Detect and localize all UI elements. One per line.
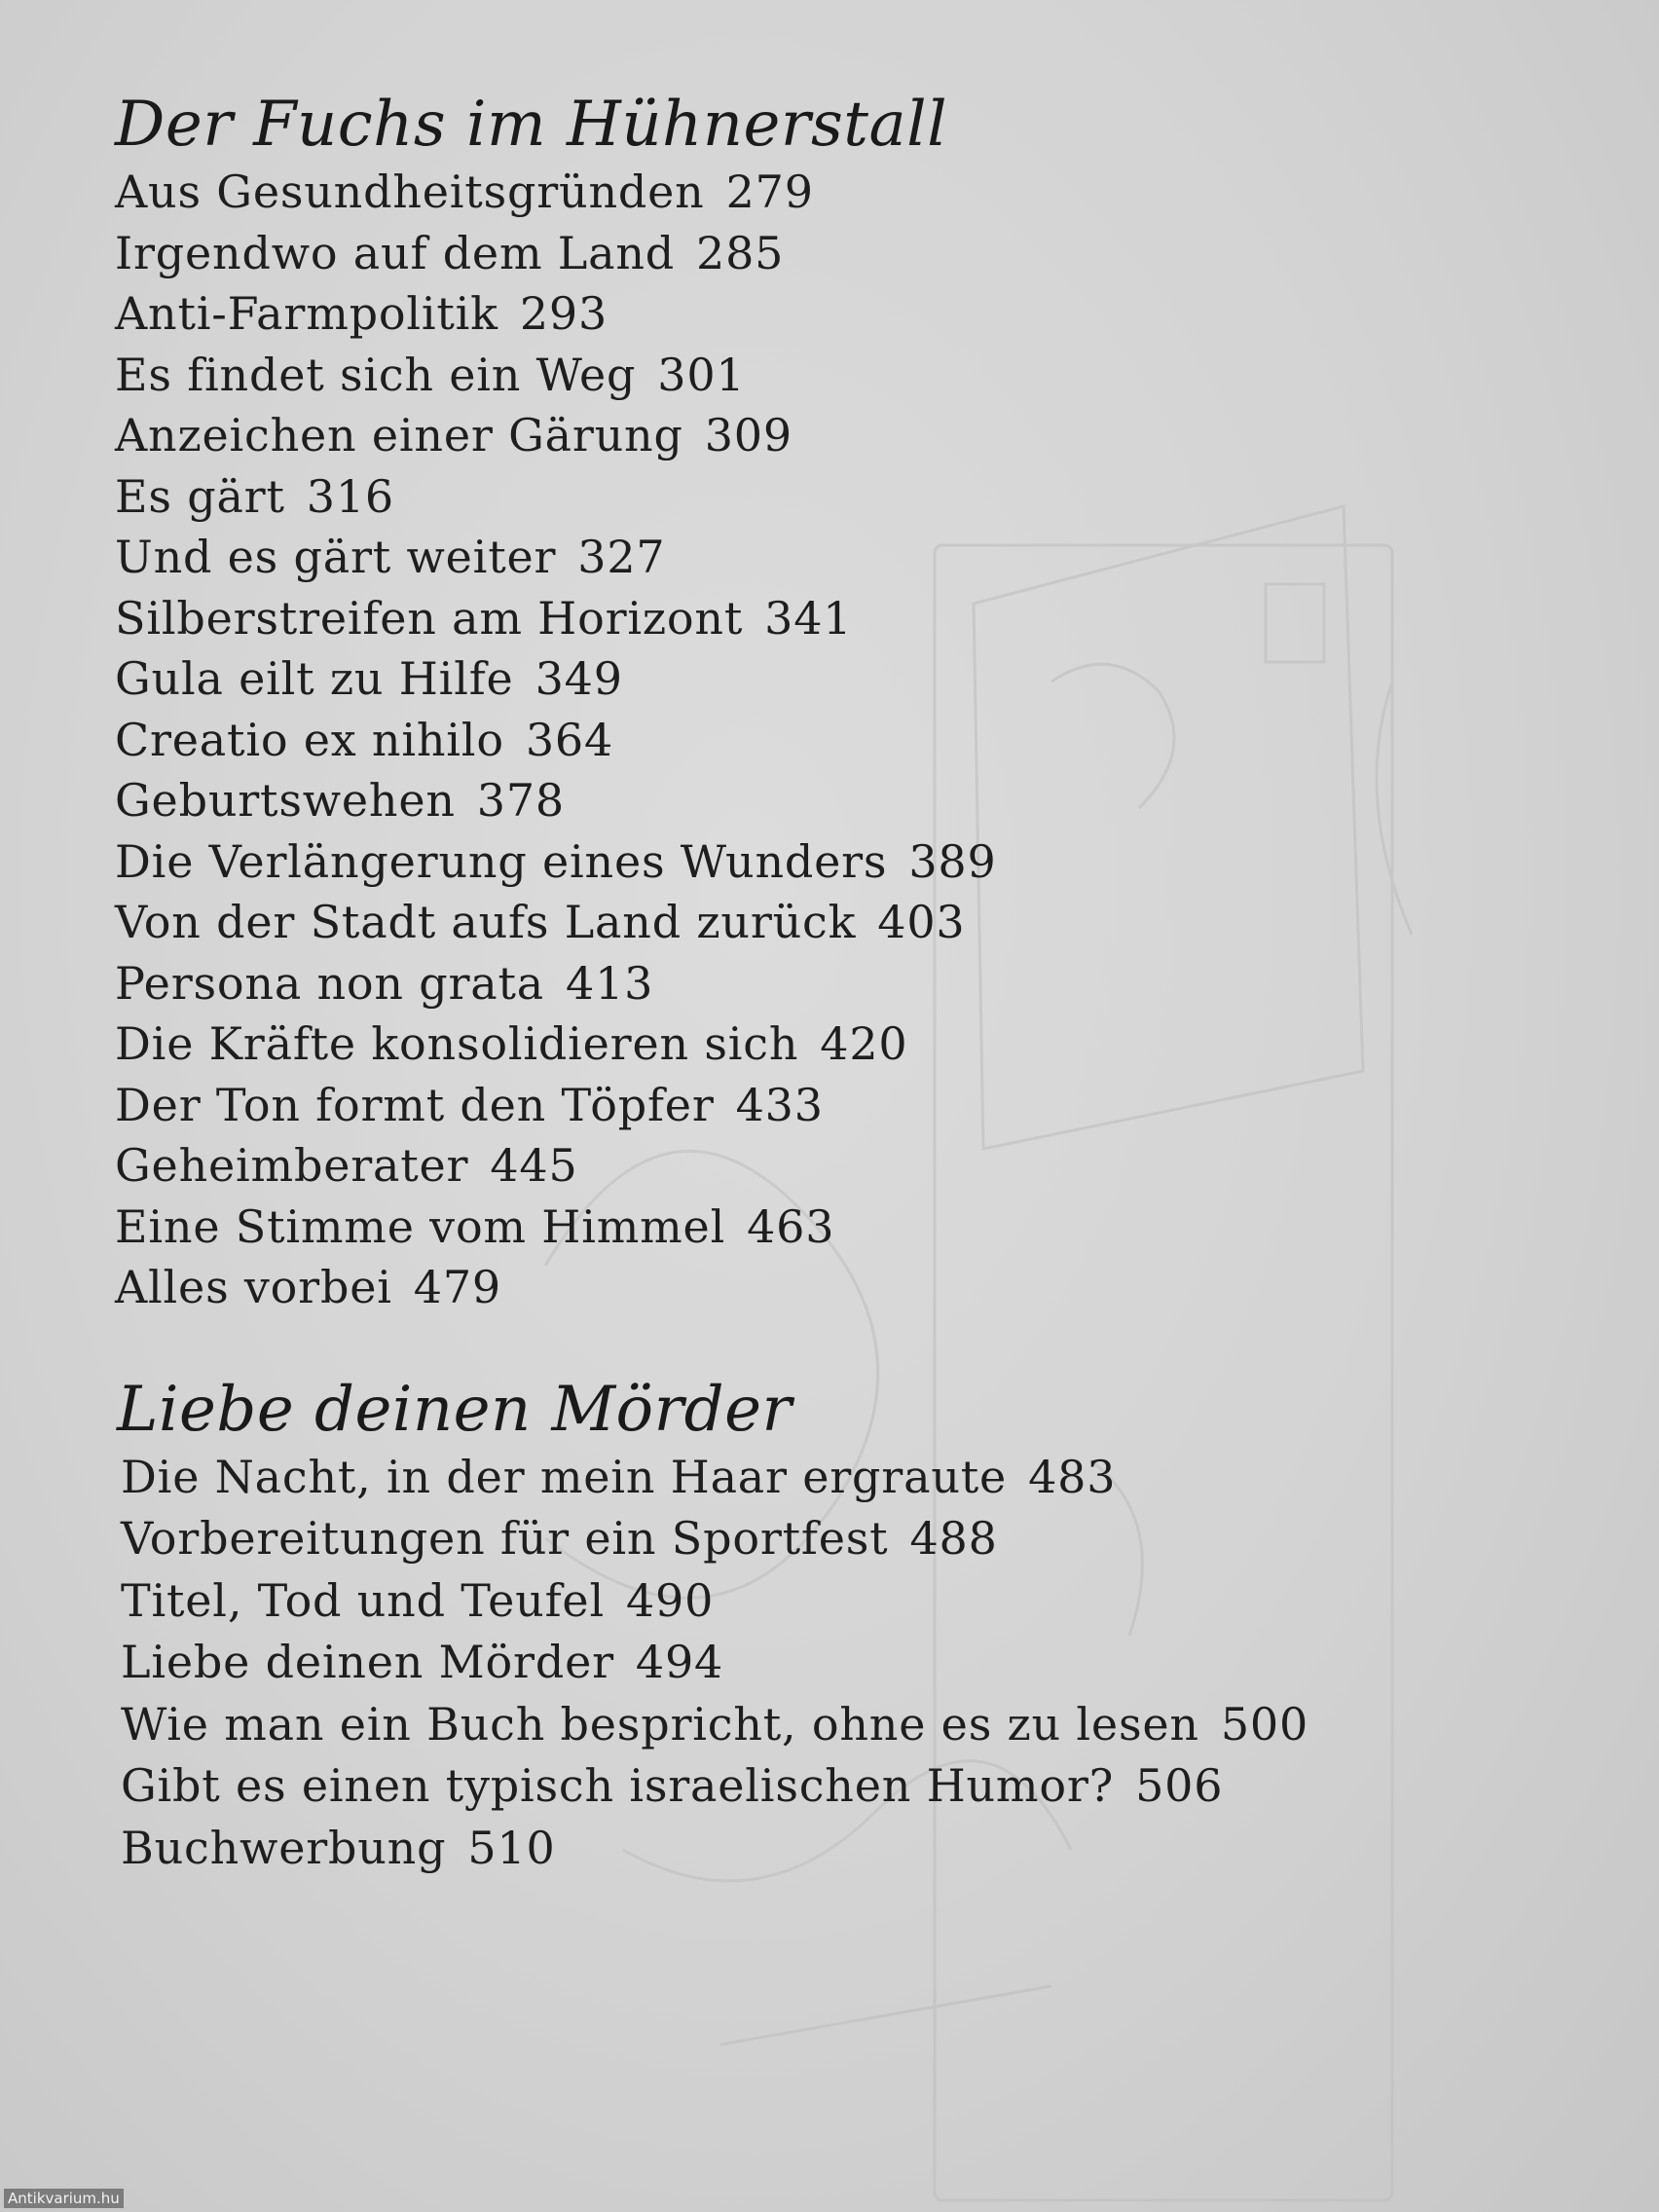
entry-title: Liebe deinen Mörder: [121, 1636, 614, 1688]
entry-title: Es findet sich ein Weg: [115, 348, 637, 401]
entry-page-number: 309: [704, 409, 793, 461]
toc-entry: [115, 1818, 1556, 1880]
entry-page-number: 445: [490, 1139, 578, 1192]
entry-page-number: 510: [467, 1821, 556, 1874]
source-watermark: Antikvarium.hu: [4, 2189, 124, 2208]
toc-entry: [115, 162, 1556, 223]
entry-title: Gula eilt zu Hilfe: [115, 652, 514, 705]
entry-title: Anti-Farmpolitik: [115, 287, 498, 340]
entry-page-number: 500: [1220, 1697, 1309, 1751]
entry-title: Aus Gesundheitsgründen: [115, 166, 705, 218]
entry-page-number: 316: [306, 469, 394, 523]
toc-entry: [115, 953, 1556, 1014]
entry-page-number: 494: [635, 1636, 724, 1688]
entry-page-number: 463: [747, 1199, 835, 1253]
entry-title: Silberstreifen am Horizont: [115, 591, 744, 645]
toc-entry: [115, 831, 1556, 893]
entry-page-number: 433: [735, 1078, 824, 1131]
toc-entry: [115, 1135, 1556, 1197]
entry-title: Gibt es einen typisch israelischen Humor?: [121, 1759, 1115, 1812]
toc-entry: [115, 1570, 1556, 1633]
entry-title: Buchwerbung: [121, 1821, 447, 1874]
toc-entry: [115, 345, 1556, 406]
toc-entry: [115, 1075, 1556, 1136]
entry-title: Und es gärt weiter: [115, 531, 557, 583]
toc-entry: [115, 1508, 1556, 1570]
entry-title: Die Kräfte konsolidieren sich: [115, 1017, 799, 1070]
entry-title: Geheimberater: [115, 1139, 469, 1192]
toc-section-2: [115, 1375, 1556, 1880]
toc-entry: [115, 710, 1556, 771]
toc-entry: [115, 1694, 1556, 1756]
entry-title: Vorbereitungen für ein Sportfest: [121, 1512, 889, 1565]
entry-title: Geburtswehen: [115, 774, 456, 827]
table-of-contents: [115, 90, 1556, 1879]
entry-title: Eine Stimme vom Himmel: [115, 1199, 726, 1253]
entry-title: Der Ton formt den Töpfer: [115, 1078, 715, 1131]
toc-entry-list: [115, 1447, 1556, 1880]
toc-entry: [115, 1257, 1556, 1318]
section-title: Liebe deinen Mörder: [117, 1373, 793, 1446]
toc-entry: [115, 466, 1556, 528]
entry-title: Es gärt: [115, 469, 285, 523]
toc-entry: [115, 1755, 1556, 1818]
entry-title: Wie man ein Buch bespricht, ohne es zu lesen: [121, 1697, 1199, 1751]
entry-page-number: 488: [909, 1512, 998, 1565]
entry-title: Creatio ex nihilo: [115, 713, 504, 766]
entry-page-number: 403: [877, 896, 966, 948]
toc-entry-list: [115, 162, 1556, 1318]
section-title: Der Fuchs im Hühnerstall: [115, 89, 948, 161]
toc-entry: [115, 770, 1556, 831]
toc-section-1: [115, 90, 1556, 1318]
entry-page-number: 301: [657, 348, 746, 401]
entry-title: Titel, Tod und Teufel: [121, 1573, 605, 1627]
entry-page-number: 293: [519, 287, 608, 340]
entry-page-number: 349: [535, 652, 623, 705]
entry-page-number: 378: [476, 774, 565, 827]
toc-entry: [115, 1447, 1556, 1509]
entry-page-number: 364: [525, 713, 614, 766]
entry-page-number: 341: [764, 591, 853, 645]
entry-title: Die Verlängerung eines Wunders: [115, 834, 888, 888]
toc-entry: [115, 588, 1556, 649]
entry-page-number: 490: [625, 1573, 715, 1627]
entry-title: Von der Stadt aufs Land zurück: [115, 896, 857, 948]
entry-page-number: 420: [820, 1017, 908, 1070]
entry-page-number: 389: [908, 834, 997, 888]
toc-entry: [115, 405, 1556, 466]
entry-page-number: 479: [413, 1261, 501, 1313]
toc-entry: [115, 1197, 1556, 1258]
toc-entry: [115, 223, 1556, 284]
toc-entry: [115, 892, 1556, 953]
toc-entry: [115, 283, 1556, 345]
entry-page-number: 285: [696, 226, 785, 279]
entry-page-number: 483: [1028, 1450, 1117, 1503]
toc-entry: [115, 1014, 1556, 1075]
entry-page-number: 413: [566, 956, 654, 1010]
entry-title: Alles vorbei: [115, 1261, 392, 1313]
entry-title: Persona non grata: [115, 956, 545, 1010]
entry-title: Irgendwo auf dem Land: [115, 226, 676, 279]
entry-page-number: 327: [577, 531, 666, 583]
entry-title: Anzeichen einer Gärung: [115, 409, 683, 461]
entry-title: Die Nacht, in der mein Haar ergraute: [121, 1450, 1008, 1503]
entry-page-number: 506: [1135, 1759, 1224, 1812]
entry-page-number: 279: [725, 166, 814, 218]
toc-entry: [115, 648, 1556, 710]
toc-entry: [115, 1632, 1556, 1694]
toc-entry: [115, 527, 1556, 588]
